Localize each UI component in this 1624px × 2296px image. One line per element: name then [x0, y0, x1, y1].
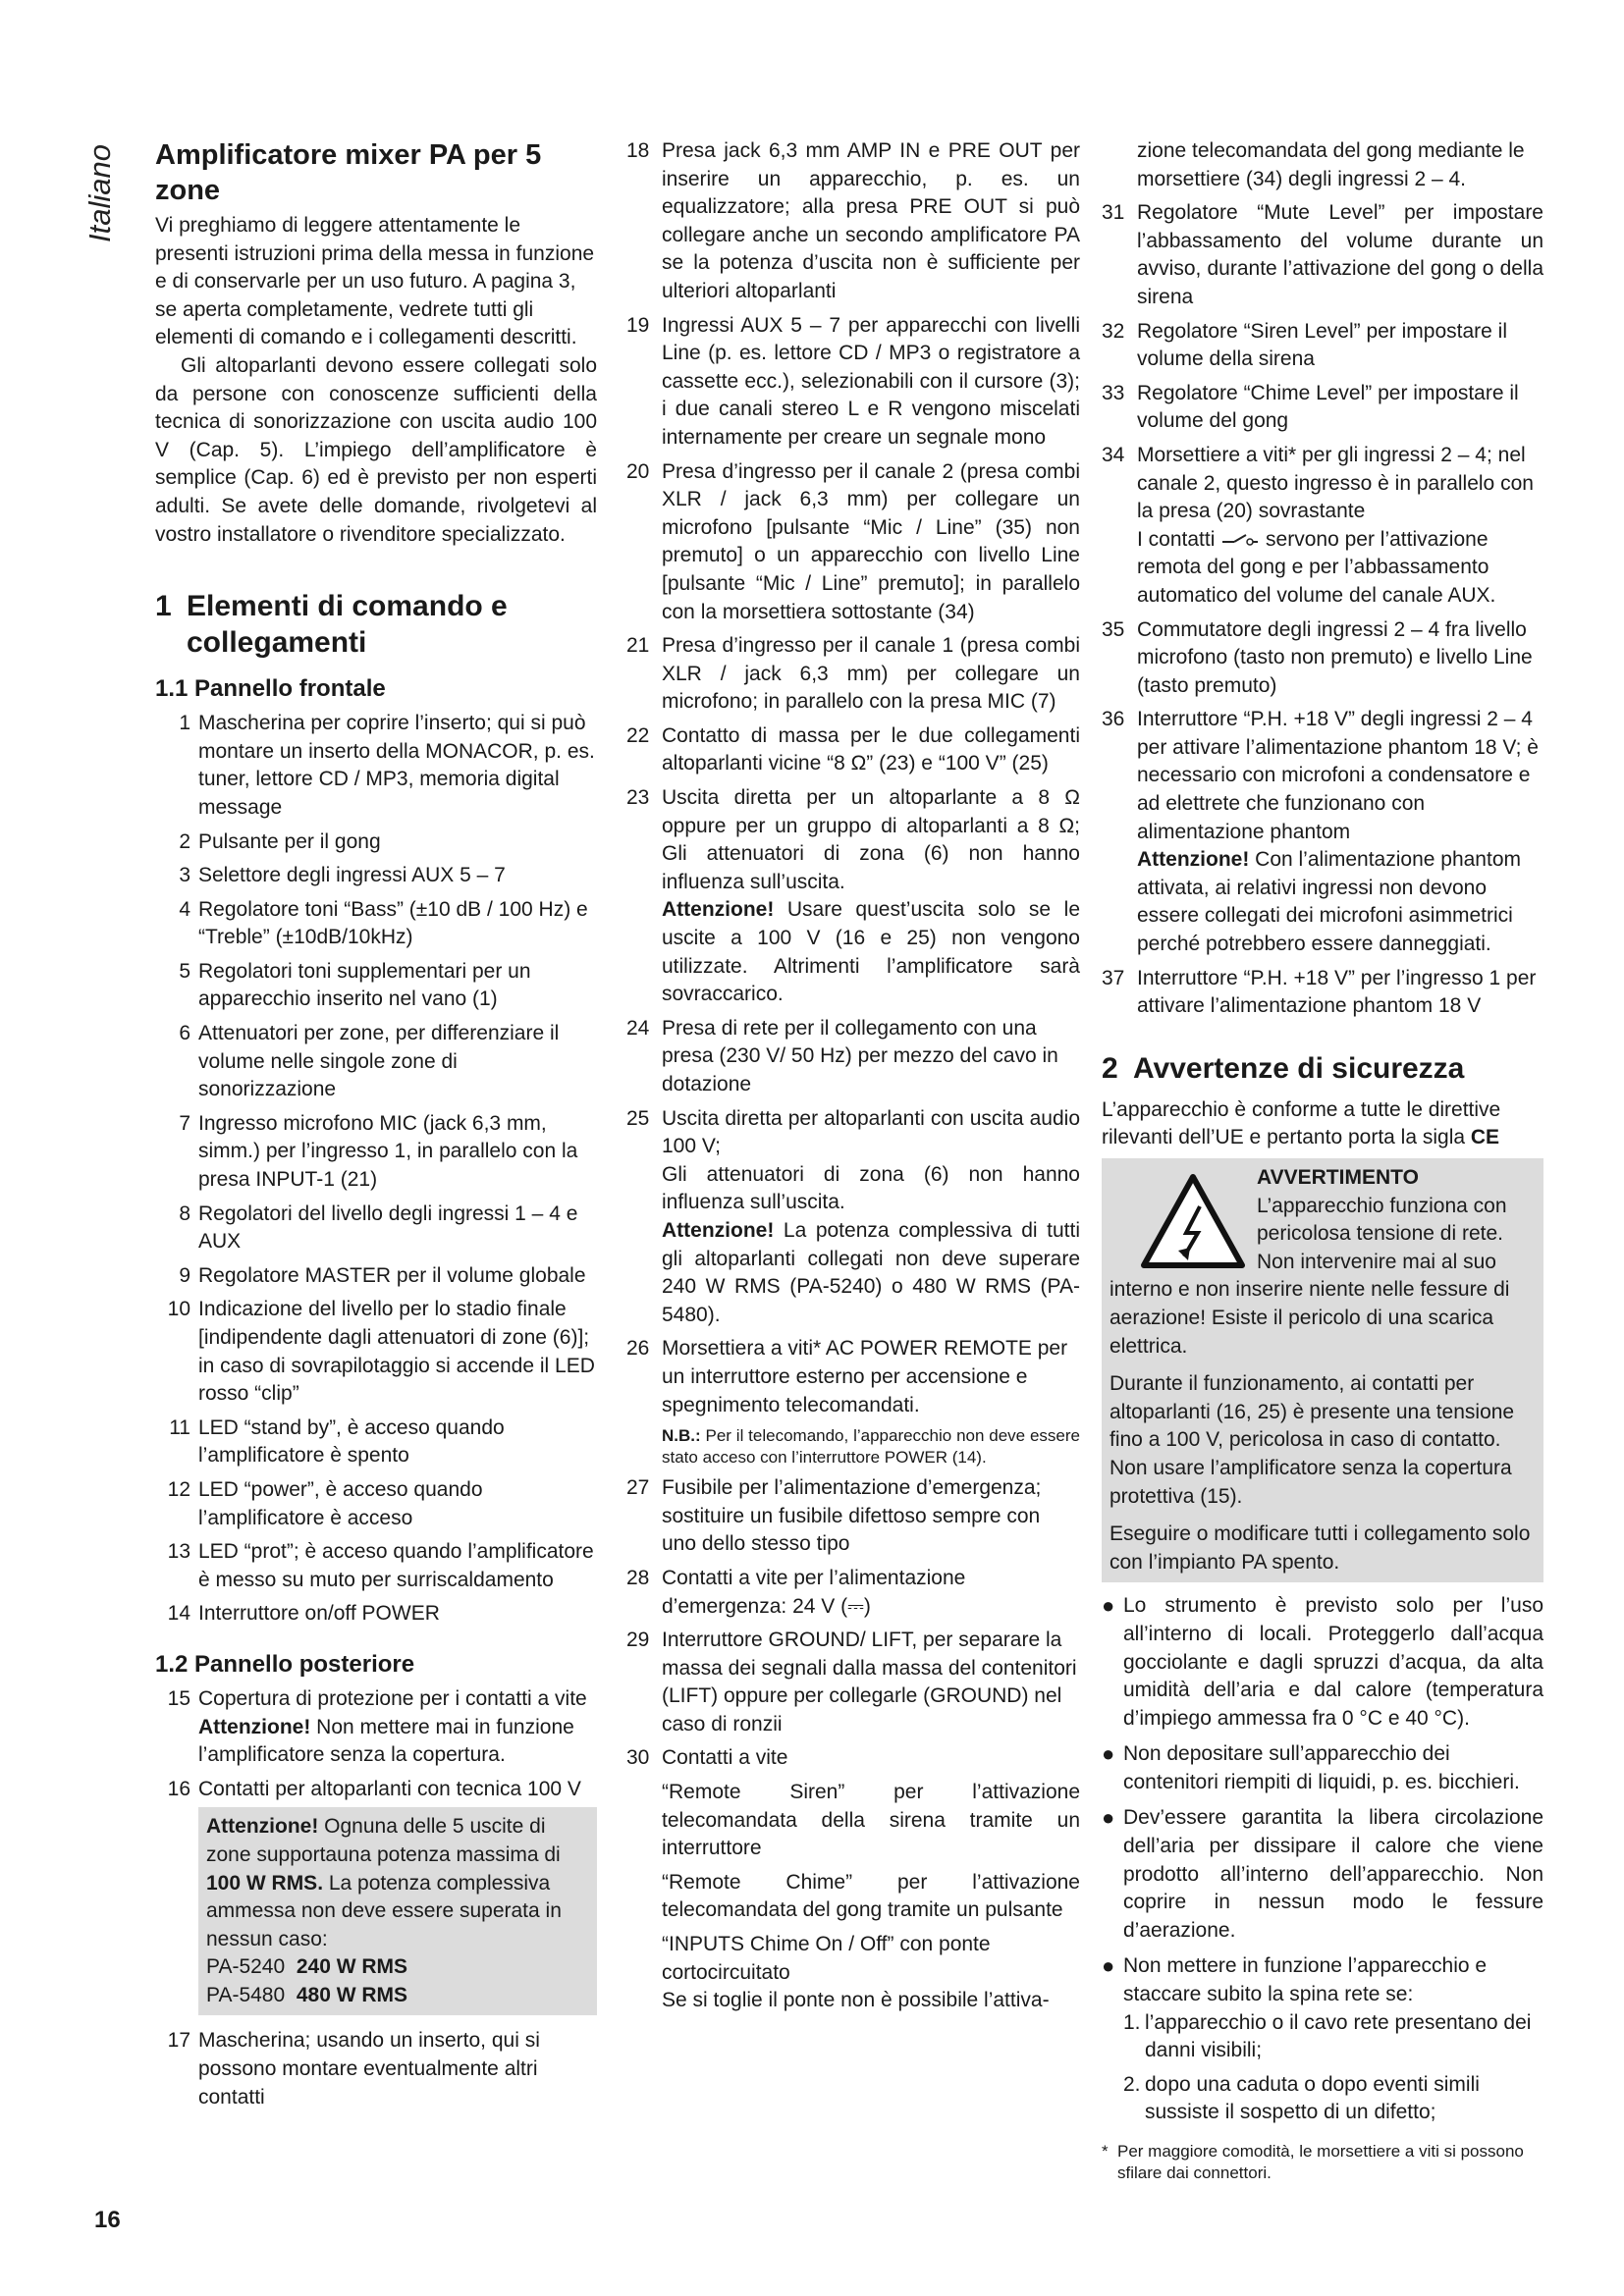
- list-item: 31 Regolatore “Mute Level” per impostare l’abbassamento del volume durante un avviso, durante l’attivazione del gong o della sirena: [1102, 201, 1543, 308]
- list-item: 32 Regolatore “Siren Level” per impostare il volume della sirena: [1102, 319, 1508, 371]
- intro-paragraph-2: Gli altoparlanti devono essere collegati solo da persone con conoscenze sufficienti della tecnica di sonorizzazione con uscita audio 100 V (Cap. 5). L’impiego dell’amplificatore è semplice (Cap. 6) ed è previsto per non esperti adulti. Se avete delle domande, rivolgetevi al vostro installatore o rivenditore specializzato.: [155, 353, 597, 546]
- list-item: 2. dopo una caduta o dopo eventi simili sussiste il sospetto di un difetto;: [1123, 2072, 1480, 2124]
- section-title: Elementi di comando e collegamenti: [187, 590, 508, 660]
- warning-main: AVVERTIMENTO L’apparecchio funziona con pericolosa tensione di rete. Non intervenire mai al suo interno e non inserire niente nelle fessure di aerazione! Esiste il pericolo di una scarica elettrica.: [1110, 1166, 1510, 1358]
- column-2: [626, 137, 1080, 2021]
- attention-box: Attenzione! Ognuna delle 5 uscite di zone supportauna potenza massima di 100 W RMS. La potenza complessiva ammessa non deve essere superata in nessun caso: PA-5240 240 W RMS PA-5480 480 W RMS: [198, 1807, 597, 2015]
- electric-hazard-icon: [1139, 1172, 1247, 1270]
- front-panel-list: [155, 710, 597, 1629]
- list-item: 20 Presa d’ingresso per il canale 2 (presa combi XLR / jack 6,3 mm) per collegare un microfono [pulsante “Mic / Line” (35) non premuto] o un apparecchio con livello Line [pulsante “Mic / Line” premuto]; in parallelo con la morsettiera sottostante (34): [626, 459, 1080, 623]
- list-item: 1 Mascherina per coprire l’inserto; qui si può montare un inserto della MONACOR, p. es. tuner, lettore CD / MP3, memoria digital message: [179, 712, 595, 819]
- language-tab: [81, 130, 120, 257]
- list-item: 22 Contatto di massa per le due collegamenti altoparlanti vicine “8 Ω” (23) e “100 V” (25): [626, 723, 1080, 775]
- list-item: 13 LED “prot”; è acceso quando l’amplificatore è messo su muto per surriscaldamento: [167, 1540, 594, 1591]
- list-item: 10 Indicazione del livello per lo stadio finale [indipendente dagli attenuatori di zone (6)]; in caso di sovrapilotaggio si accende il LED rosso “clip”: [167, 1298, 595, 1406]
- intro-paragraph-1: Vi preghiamo di leggere attentamente le presenti istruzioni prima della messa in funzione e di conservarle per un uso futuro. A pagina 3, se aperta completamente, vedrete tutti gli elementi di comando e i collegamenti descritti.: [155, 214, 595, 349]
- section-number: 1: [155, 590, 172, 623]
- list-item: 3 Selettore degli ingressi AUX 5 – 7: [179, 864, 506, 887]
- sublist: [1123, 2009, 1543, 2127]
- list-item: ● Lo strumento è previsto solo per l’uso all’interno di locali. Proteggerlo dall’acqua gocciolante e dagli spruzzi d’acqua, da alta umidità dell’aria e dal calore (temperatura d’impiego ammessa fra 0 °C e 40 °C).: [1102, 1593, 1543, 1730]
- list-item: 12 LED “power”, è acceso quando l’amplificatore è acceso: [167, 1477, 483, 1529]
- subsection-rear-panel: 1.2 Pannello posteriore: [155, 1650, 415, 1678]
- list-item: 5 Regolatori toni supplementari per un apparecchio inserito nel vano (1): [179, 959, 531, 1011]
- list-item: 30 Contatti a vite “Remote Siren” per l’attivazione telecomandata della sirena tramite un interruttore “Remote Chime” per l’attivazione telecomandata del gong tramite un pulsante “INPUTS Chime On / Off” con ponte cortocircuitato Se si toglie il ponte non è possibile l’attiva-: [626, 1746, 1080, 2012]
- list-item: 25 Uscita diretta per altoparlanti con uscita audio 100 V; Gli attenuatori di zona (6) non hanno influenza sull’uscita. Attenzione! La potenza complessiva di tutti gli altoparlanti collegati non deve superare 240 W RMS (PA-5240) o 480 W RMS (PA-5480).: [626, 1106, 1080, 1326]
- ce-mark: CE: [1470, 1126, 1500, 1149]
- list-item: 34 Morsettiere a viti* per gli ingressi 2 – 4; nel canale 2, questo ingresso è in parallelo con la presa (20) sovrastante I contatti servono per l’attivazione remota del gong e per l’abbassamento automatico del volume del canale AUX.: [1102, 443, 1534, 607]
- list-item: 11 LED “stand by”, è acceso quando l’amplificatore è spento: [169, 1415, 505, 1468]
- list-item: 28 Contatti a vite per l’alimentazione d’emergenza: 24 V (⎓): [626, 1566, 966, 1618]
- list-item: 7 Ingresso microfono MIC (jack 6,3 mm, simm.) per l’ingresso 1, in parallelo con la presa INPUT-1 (21): [179, 1111, 578, 1192]
- list-item: 33 Regolatore “Chime Level” per impostare il volume del gong: [1102, 381, 1519, 433]
- list-item: ● Dev’essere garantita la libera circolazione dell’aria per dissipare il calore che viene prodotto all’interno dell’apparecchio. Non coprire in nessun modo le fessure d’aerazione.: [1102, 1805, 1543, 1942]
- list-item: 36 Interruttore “P.H. +18 V” degli ingressi 2 – 4 per attivare l’alimentazione phantom 18 V; è necessario con microfoni a condensatore e ad elettrete che funzionano con alimentazione phantom Attenzione! Con l’alimentazione phantom attivata, ai relativi ingressi non devono essere collegati dei microfoni asimmetrici perché potrebbero essere danneggiati.: [1102, 708, 1539, 956]
- footnote: * Per maggiore comodità, le morsettiere a viti si possono sfilare dai connettori.: [1102, 2142, 1524, 2182]
- section-2-heading: 2 Avvertenze di sicurezza: [1102, 1051, 1465, 1085]
- list-item: 1. l’apparecchio o il cavo rete presentano dei danni visibili;: [1123, 2010, 1532, 2062]
- list-item: 37 Interruttore “P.H. +18 V” per l’ingresso 1 per attivare l’alimentazione phantom 18 V: [1102, 966, 1537, 1018]
- list-item-continuation: zione telecomandata del gong mediante le morsettiere (34) degli ingressi 2 – 4.: [1137, 139, 1525, 190]
- list-item: 26 Morsettiera a viti* AC POWER REMOTE per un interruttore esterno per accensione e spegnimento telecomandati. N.B.: Per il telecomando, l’apparecchio non deve essere stato acceso con l’interruttore POWER (14).: [626, 1337, 1080, 1468]
- list-item: 18 Presa jack 6,3 mm AMP IN e PRE OUT per inserire un apparecchio, p. es. un equalizzatore; alla presa PRE OUT si può collegare anche un secondo amplificatore PA se la potenza d’uscita non è sufficiente per ulteriori altoparlanti: [626, 139, 1080, 302]
- list-item: ● Non mettere in funzione l’apparecchio e staccare subito la spina rete se: 1. l’apparecchio o il cavo rete presentano dei danni visibili; 2. dopo una caduta o dopo eventi simili sussiste il sospetto di un difetto;: [1102, 1952, 1543, 2133]
- list-item: 8 Regolatori del livello degli ingressi 1 – 4 e AUX: [179, 1201, 578, 1254]
- warning-paragraph: Durante il funzionamento, ai contatti per altoparlanti (16, 25) è presente una tensione fino a 100 V, pericolosa in caso di contatto. Non usare l’amplificatore senza la copertura protettiva (15).: [1110, 1372, 1515, 1508]
- list-item: 35 Commutatore degli ingressi 2 – 4 fra livello microfono (tasto non premuto) e livello Line (tasto premuto): [1102, 617, 1533, 697]
- list-item: 16 Contatti per altoparlanti con tecnica 100 V Attenzione! Ognuna delle 5 uscite di zone supportauna potenza massima di 100 W RMS. La potenza complessiva ammessa non deve essere superata in nessun caso: PA-5240 240 W RMS PA-5480 480 W RMS: [155, 1776, 597, 2022]
- list-item: 15 Copertura di protezione per i contatti a vite Attenzione! Non mettere mai in funzione l’amplificatore senza la copertura.: [167, 1686, 587, 1767]
- list-item: 21 Presa d’ingresso per il canale 1 (presa combi XLR / jack 6,3 mm) per collegare un microfono; in parallelo con la presa MIC (7): [626, 634, 1080, 714]
- list-item: 23 Uscita diretta per un altoparlante a 8 Ω oppure per un gruppo di altoparlanti a 8 Ω; Gli attenuatori di zona (6) non hanno influenza sull’uscita. Attenzione! Usare quest’uscita solo se le uscite a 100 V (16 e 25) non vengono utilizzate. Altrimenti l’amplificatore sarà sovraccarico.: [626, 786, 1080, 1006]
- list-item: 4 Regolatore toni “Bass” (±10 dB / 100 Hz) e “Treble” (±10dB/10kHz): [179, 897, 588, 949]
- note: N.B.: Per il telecomando, l’apparecchio non deve essere stato acceso con l’interruttore POWER (14).: [662, 1426, 1080, 1468]
- column-1: [155, 137, 597, 2117]
- warning-box: [1102, 1158, 1543, 1582]
- page-number: 16: [94, 2207, 121, 2233]
- list-item: 9 Regolatore MASTER per il volume globale: [179, 1263, 586, 1287]
- column-3: [1102, 137, 1543, 2184]
- list-item: 14 Interruttore on/off POWER: [167, 1602, 440, 1626]
- section-2-intro: L’apparecchio è conforme a tutte le direttive rilevanti dell’UE e pertanto porta la sigla CE: [1102, 1097, 1501, 1149]
- section-1-heading: [155, 588, 597, 661]
- subsection-front-panel: 1.1 Pannello frontale: [155, 675, 386, 703]
- list-item: 19 Ingressi AUX 5 – 7 per apparecchi con livelli Line (p. es. lettore CD / MP3 o registratore a cassette ecc.), selezionabili con il cursore (3); i due canali stereo L e R vengono miscelati internamente per creare un segnale mono: [626, 313, 1080, 449]
- list-item: 29 Interruttore GROUND/ LIFT, per separare la massa dei segnali dalla massa del contenitori (LIFT) oppure per collegarle (GROUND) nel caso di ronzii: [626, 1629, 1077, 1735]
- list-item: 2 Pulsante per il gong: [179, 829, 381, 853]
- list-item: 27 Fusibile per l’alimentazione d’emergenza; sostituire un fusibile difettoso sempre con uno dello stesso tipo: [626, 1476, 1042, 1556]
- list-item: 6 Attenuatori per zone, per differenziare il volume nelle singole zone di sonorizzazione: [179, 1022, 560, 1101]
- switch-contact-icon: [1220, 533, 1260, 547]
- warning-paragraph: Eseguire o modificare tutti i collegamento solo con l’impianto PA spento.: [1110, 1522, 1531, 1574]
- list-item: 24 Presa di rete per il collegamento con una presa (230 V/ 50 Hz) per mezzo del cavo in dotazione: [626, 1016, 1058, 1095]
- page-title: Amplificatore mixer PA per 5 zone: [155, 139, 542, 206]
- list-item: ● Non depositare sull’apparecchio dei contenitori riempiti di liquidi, p. es. bicchieri.: [1102, 1741, 1520, 1793]
- warning-label: AVVERTIMENTO: [1257, 1166, 1419, 1189]
- list-item: 17 Mascherina; usando un inserto, qui si possono montare eventualmente altri contatti: [167, 2029, 540, 2109]
- language-label: Italiano: [82, 144, 117, 242]
